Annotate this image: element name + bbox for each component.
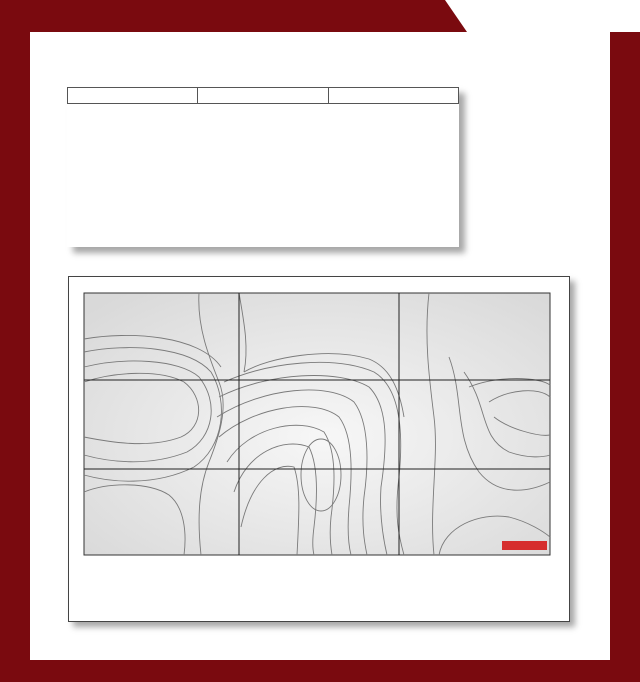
column-header — [198, 88, 328, 104]
datacolor-logo — [502, 541, 547, 550]
uniformity-table — [67, 87, 459, 104]
contour-chart-svg — [69, 277, 569, 621]
column-header — [328, 88, 458, 104]
heatmap-background — [84, 293, 550, 555]
logo-bar — [502, 541, 547, 550]
column-header — [68, 88, 198, 104]
table-container — [67, 87, 459, 247]
table-header-row — [68, 88, 459, 104]
uniformity-chart — [68, 276, 570, 622]
